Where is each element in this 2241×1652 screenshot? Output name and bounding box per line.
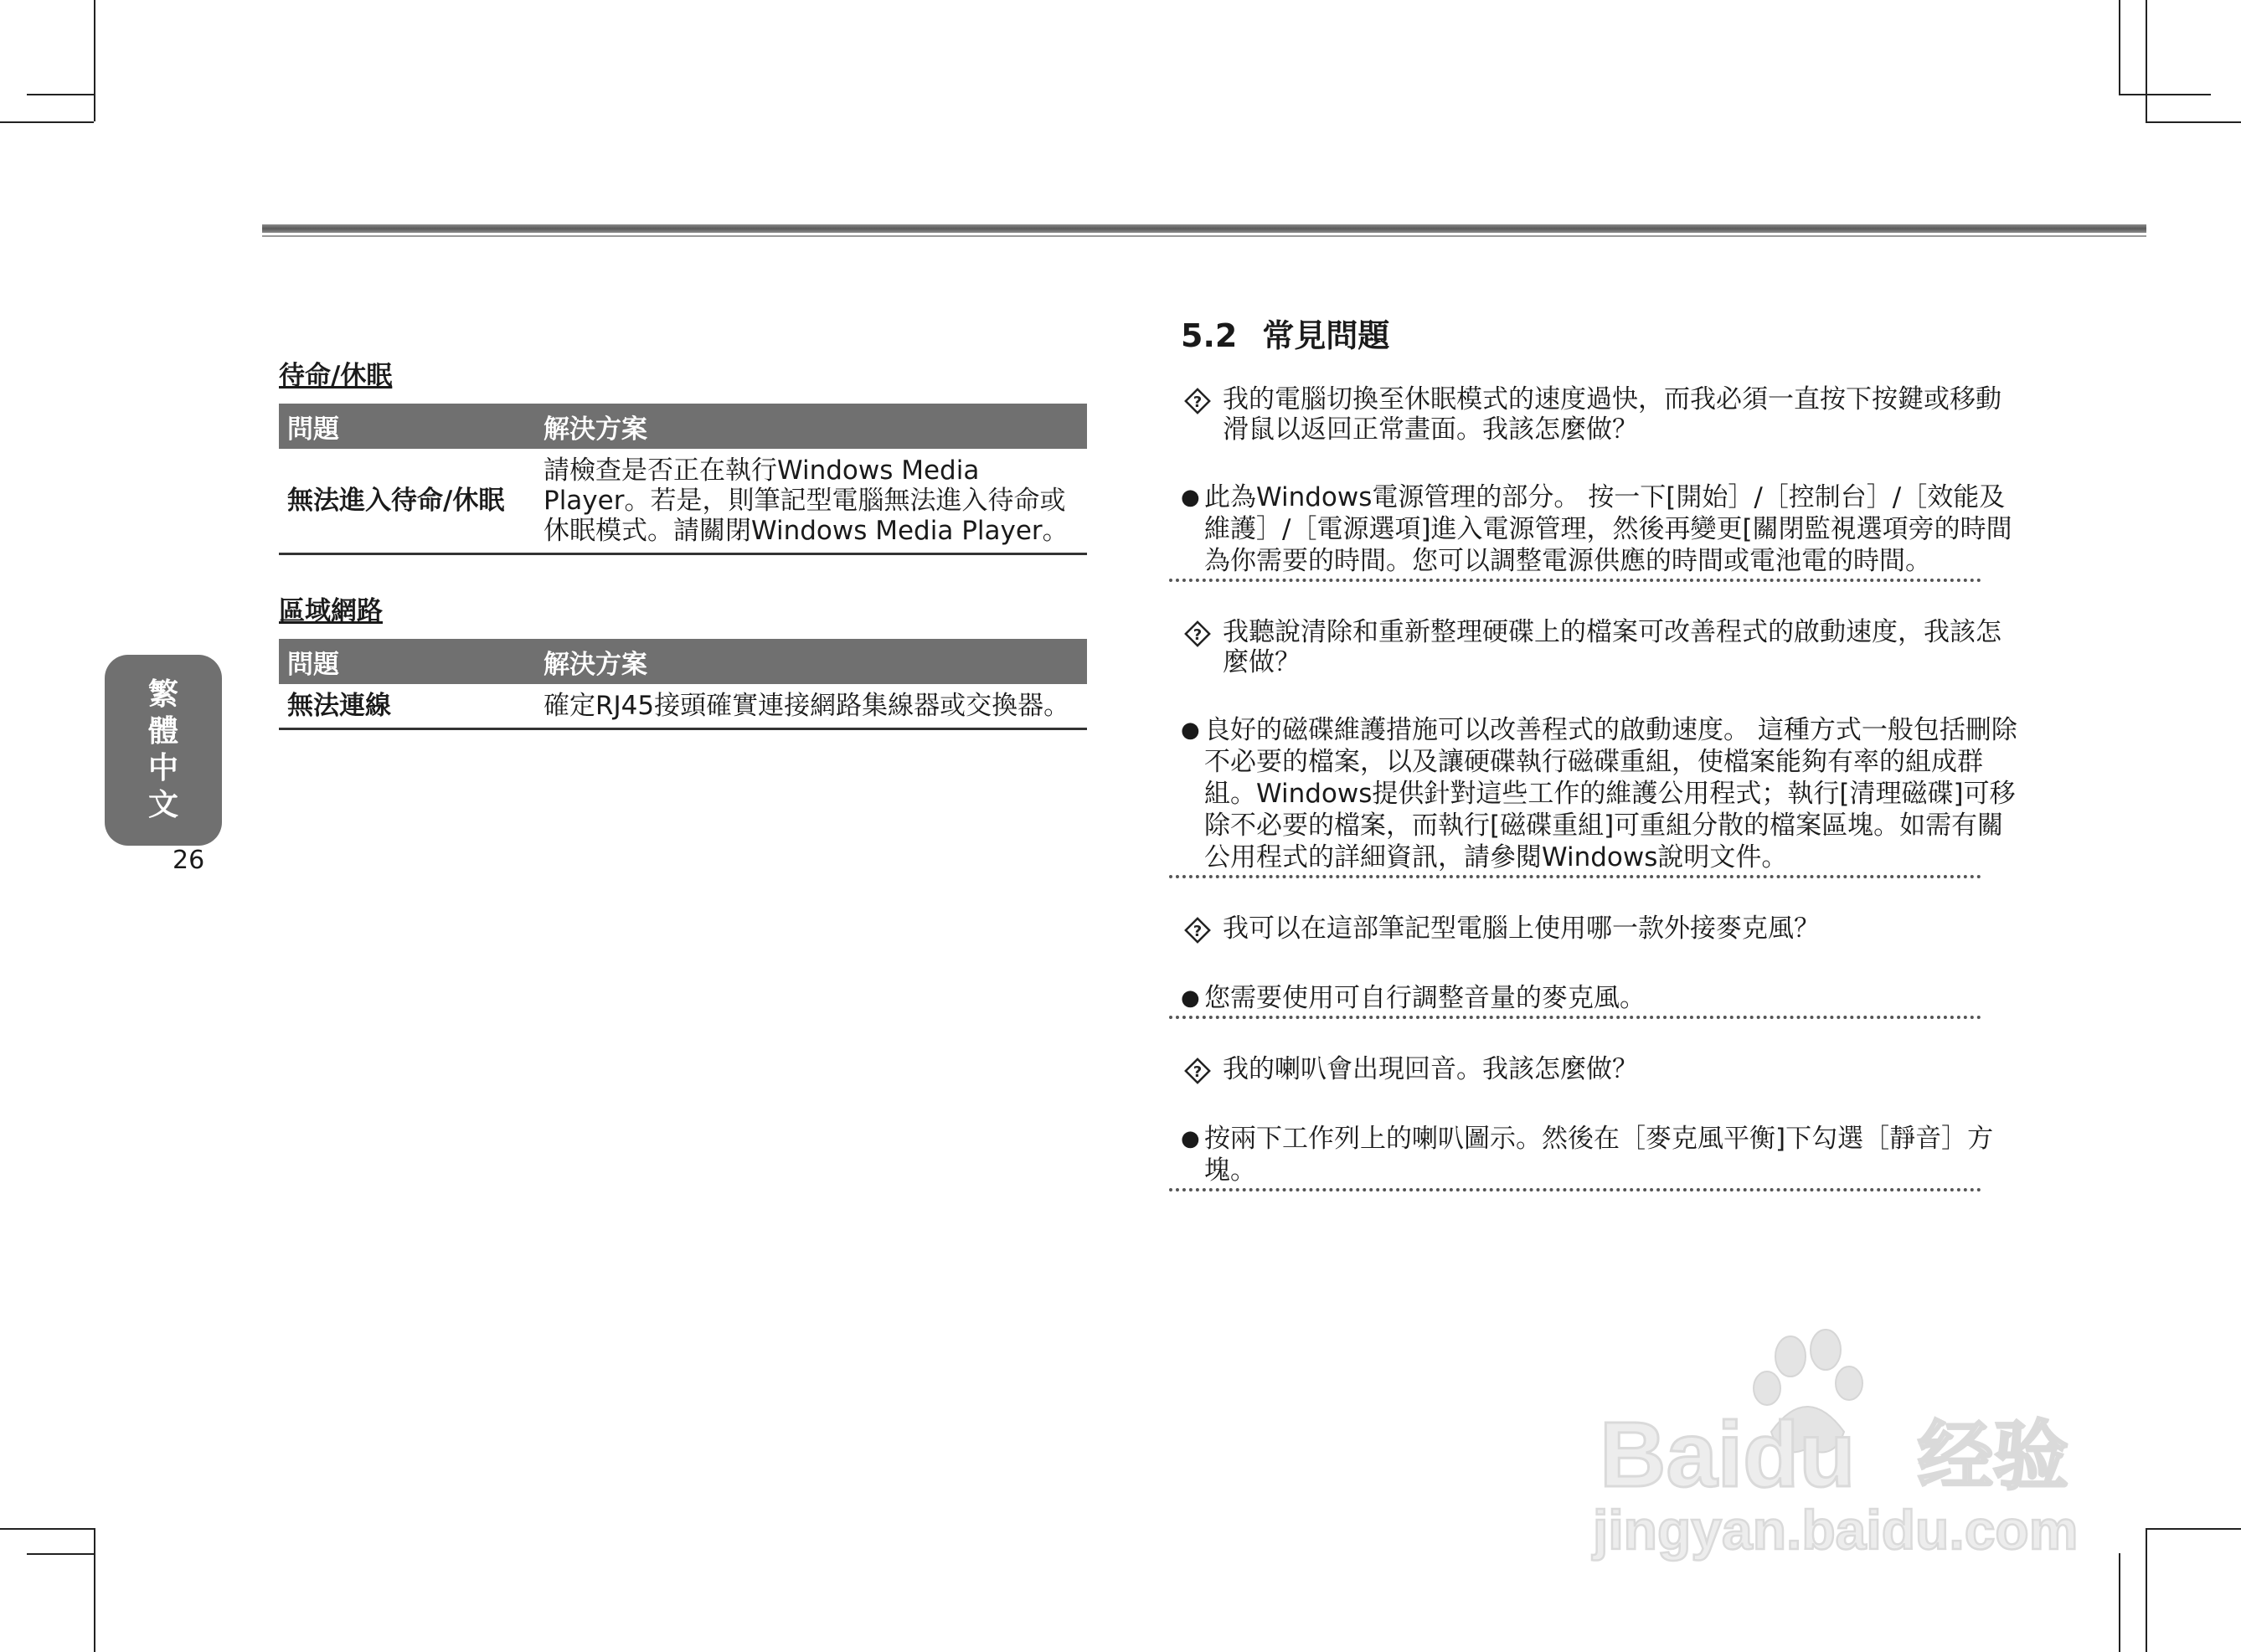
faq-item [1181,384,2018,582]
bullet-dot-icon: ● [1181,986,1200,1011]
answer-text: 良好的磁碟維護措施可以改善程式的啟動速度。 這種方式一般包括刪除不必要的檔案，以及讓硬碟執行磁碟重組，使檔案能夠有率的組成群組。Windows提供針對這些工作的維護公用程式；執行[清理磁碟]可移除不必要的檔案，而執行[磁碟重組]可重組分散的檔案區塊。如需有關公用程式的詳細資訊，請參閱Windows說明文件。 [1204,715,2017,872]
faq-question [1182,913,2018,945]
faq-question [1182,384,2018,445]
faq-answer [1181,982,2018,1014]
answer-text: 此為Windows電源管理的部分。 按一下[開始］/［控制台］/［效能及維護］/［電源選項]進入電源管理，然後再變更[關閉監視選項旁的時間為你需要的時間。您可以調整電源供應的時間或電池電的時間。 [1204,482,2012,576]
baidu-jingyan-watermark [1583,1323,2119,1566]
language-tab [105,655,222,846]
standby-table [279,404,1087,555]
bullet-dot-icon: ● [1181,1126,1200,1151]
question-text: 我的電腦切換至休眠模式的速度過快，而我必須一直按下按鍵或移動滑鼠以返回正常畫面。我該怎麼做？ [1223,384,2001,445]
crop-mark [27,94,94,95]
dotted-divider [1169,875,1981,878]
lan-table [279,639,1087,730]
dotted-divider [1169,579,1981,582]
language-tab-char: 繁 [147,677,178,712]
faq-heading [1181,310,2018,356]
column-header-solution: 解決方案 [535,404,1087,449]
crop-mark [2119,0,2120,94]
faq-answer [1181,1123,2018,1186]
crop-mark [94,1528,95,1652]
language-tab-char: 體 [147,714,178,749]
column-header-solution: 解決方案 [535,639,1087,684]
faq-item [1181,1054,2018,1191]
answer-text: 您需要使用可自行調整音量的麥克風。 [1204,983,1646,1013]
table-row [279,449,1087,554]
watermark-brand-cn: 经验 [1918,1413,2068,1500]
faq-question [1182,617,2018,677]
bullet-dot-icon: ● [1181,718,1200,743]
column-header-problem: 問題 [279,639,535,684]
language-tab-char: 中 [147,751,178,785]
header-rule [262,224,2146,233]
watermark-brand: Baidu [1600,1403,1856,1506]
crop-mark [2146,0,2147,121]
table-header-row [279,404,1087,449]
table-row [279,684,1087,729]
question-diamond-icon [1182,619,1213,649]
answer-text: 按兩下工作列上的喇叭圖示。然後在［麥克風平衡]下勾選［靜音］方塊。 [1204,1124,1994,1186]
faq-column [1181,310,2018,1227]
solution-cell: 請檢查是否正在執行Windows Media Player。若是，則筆記型電腦無法進入待命或休眠模式。請關閉Windows Media Player。 [535,449,1087,554]
dotted-divider [1169,1188,1981,1191]
svg-text:?: ? [1193,626,1203,644]
crop-mark [2146,1528,2147,1652]
crop-mark [2146,1528,2241,1530]
solution-cell: 確定RJ45接頭確實連接網路集線器或交換器。 [535,684,1087,729]
table-header-row [279,639,1087,684]
section-title: 常見問題 [1262,317,1390,354]
question-diamond-icon [1182,1056,1213,1086]
crop-mark [94,0,95,121]
page-number: 26 [173,846,205,875]
svg-text:?: ? [1193,923,1203,940]
question-text: 我的喇叭會出現回音。我該怎麼做？ [1223,1054,1638,1084]
problem-cell: 無法連線 [279,684,535,729]
problem-cell: 無法進入待命/休眠 [279,449,535,554]
header-rule-thin [262,235,2146,237]
column-header-problem: 問題 [279,404,535,449]
faq-item [1181,913,2018,1019]
troubleshooting-column [279,360,1087,730]
language-tab-char: 文 [147,788,178,822]
faq-answer [1181,481,2018,577]
question-diamond-icon [1182,915,1213,945]
crop-mark [2146,121,2241,123]
faq-answer [1181,714,2018,873]
dotted-divider [1169,1016,1981,1019]
svg-text:?: ? [1193,394,1203,411]
crop-mark [27,1553,94,1555]
crop-mark [0,1528,94,1530]
svg-text:?: ? [1193,1063,1203,1081]
watermark-url: jingyan.baidu.com [1593,1499,2079,1561]
crop-mark [2119,1553,2120,1652]
question-diamond-icon [1182,386,1213,416]
crop-mark [0,121,94,123]
bullet-dot-icon: ● [1181,485,1200,510]
section-title-lan: 區域網路 [279,596,383,626]
faq-item [1181,617,2018,878]
question-text: 我聽說清除和重新整理硬碟上的檔案可改善程式的啟動速度，我該怎麼做？ [1223,617,2001,677]
faq-question [1182,1054,2018,1086]
crop-mark [2119,94,2211,95]
section-title-standby: 待命/休眠 [279,361,393,391]
section-number: 5.2 [1181,317,1238,354]
question-text: 我可以在這部筆記型電腦上使用哪一款外接麥克風？ [1223,913,1820,944]
